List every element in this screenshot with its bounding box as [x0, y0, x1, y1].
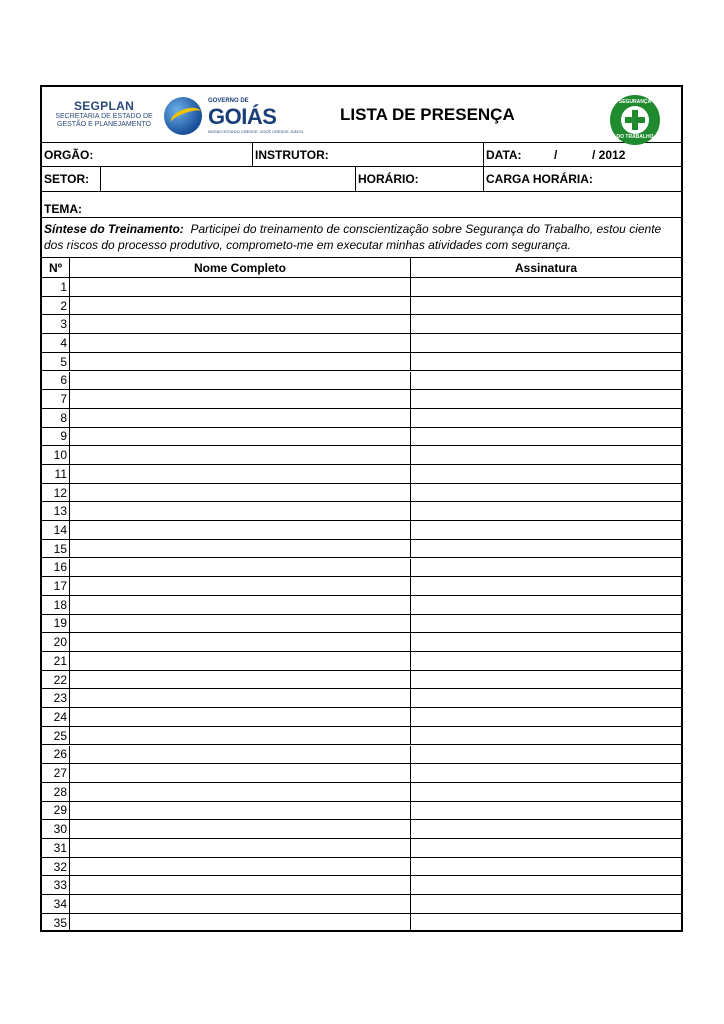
synthesis-body: Participei do treinamento de conscientização sobre Segurança do Trabalho, estou ciente dos riscos do processo produtivo, comprometo-me em executar minhas atividades com segurança. [44, 222, 662, 252]
row-number: 1 [60, 279, 67, 294]
table-row [42, 708, 681, 727]
signature-cell[interactable] [410, 484, 681, 502]
signature-cell[interactable] [410, 914, 681, 933]
name-cell[interactable] [69, 297, 410, 315]
table-row [42, 278, 681, 297]
goias-gov: GOVERNO DE [208, 98, 249, 104]
signature-cell[interactable] [410, 783, 681, 801]
table-row [42, 484, 681, 503]
table-row [42, 334, 681, 353]
table-row [42, 315, 681, 334]
name-cell[interactable] [69, 895, 410, 913]
row-number-cell [42, 615, 69, 633]
tema-label: TEMA: [44, 202, 82, 216]
seal-inner [621, 106, 649, 134]
row-number: 28 [53, 784, 67, 799]
name-cell[interactable] [69, 390, 410, 408]
signature-cell[interactable] [410, 876, 681, 894]
name-cell[interactable] [69, 446, 410, 464]
row-number-cell [42, 689, 69, 707]
row-number: 25 [53, 728, 67, 743]
table-row [42, 446, 681, 465]
row-number-cell [42, 839, 69, 857]
name-cell[interactable] [69, 839, 410, 857]
orgao-label: ORGÃO: [44, 147, 94, 162]
name-cell[interactable] [69, 671, 410, 689]
name-cell[interactable] [69, 484, 410, 502]
name-cell[interactable] [69, 502, 410, 520]
row-number-cell [42, 502, 69, 520]
name-cell[interactable] [69, 577, 410, 595]
table-row [42, 521, 681, 540]
instrutor-label: INSTRUTOR: [255, 147, 329, 162]
row-number-cell [42, 521, 69, 539]
row-number-cell [42, 390, 69, 408]
segplan-sub-1: SECRETARIA DE ESTADO DE [55, 113, 153, 120]
row-number-cell [42, 278, 69, 296]
page-title: LISTA DE PRESENÇA [340, 105, 515, 124]
signature-cell[interactable] [410, 428, 681, 446]
table-row [42, 502, 681, 521]
row-number-cell [42, 802, 69, 820]
signature-cell[interactable] [410, 671, 681, 689]
header-row [42, 87, 681, 143]
table-row [42, 540, 681, 559]
data-cell[interactable] [483, 143, 681, 166]
name-cell[interactable] [69, 372, 410, 390]
row-number-cell [42, 428, 69, 446]
name-cell[interactable] [69, 914, 410, 933]
seal-bottom-text: DO TRABALHO [616, 134, 654, 140]
row-number: 22 [53, 672, 67, 687]
setor-input[interactable] [100, 167, 355, 191]
table-row [42, 895, 681, 914]
data-year: / 2012 [592, 147, 626, 162]
data-separator: / [554, 147, 558, 162]
name-cell[interactable] [69, 652, 410, 670]
synthesis-label: Síntese do Treinamento: [44, 222, 184, 236]
table-row [42, 783, 681, 802]
name-cell[interactable] [69, 858, 410, 876]
name-cell[interactable] [69, 559, 410, 577]
row-number-cell [42, 315, 69, 333]
signature-cell[interactable] [410, 353, 681, 371]
row-number-cell [42, 708, 69, 726]
row-number-cell [42, 671, 69, 689]
signature-cell[interactable] [410, 372, 681, 390]
row-number-cell [42, 727, 69, 745]
table-row [42, 559, 681, 578]
signature-cell[interactable] [410, 839, 681, 857]
table-row [42, 764, 681, 783]
name-cell[interactable] [69, 334, 410, 352]
signature-cell[interactable] [410, 315, 681, 333]
signature-cell[interactable] [410, 559, 681, 577]
instrutor-cell[interactable] [252, 143, 483, 166]
segplan-name: SEGPLAN [73, 99, 135, 113]
name-cell[interactable] [69, 746, 410, 764]
synthesis-text [44, 221, 675, 253]
signature-cell[interactable] [410, 409, 681, 427]
name-cell[interactable] [69, 727, 410, 745]
table-row [42, 746, 681, 765]
table-row [42, 409, 681, 428]
carga-cell[interactable] [483, 167, 681, 191]
name-cell[interactable] [69, 876, 410, 894]
row-number-cell [42, 540, 69, 558]
safety-seal-icon [610, 95, 660, 145]
table-row [42, 914, 681, 933]
table-row [42, 596, 681, 615]
row-number-cell [42, 334, 69, 352]
cross-horizontal [625, 117, 645, 123]
row-number: 33 [53, 878, 67, 893]
horario-label: HORÁRIO: [358, 172, 419, 186]
orgao-cell[interactable] [42, 143, 252, 166]
row-number: 8 [60, 410, 67, 425]
row-number: 20 [53, 635, 67, 650]
row-number-cell [42, 895, 69, 913]
row-number-cell [42, 446, 69, 464]
signature-cell[interactable] [410, 577, 681, 595]
name-cell[interactable] [69, 540, 410, 558]
name-cell[interactable] [69, 708, 410, 726]
row-number-cell [42, 465, 69, 483]
row-number: 3 [60, 317, 67, 332]
signature-cell[interactable] [410, 858, 681, 876]
name-cell[interactable] [69, 315, 410, 333]
row-number-cell [42, 596, 69, 614]
row-number-cell [42, 633, 69, 651]
table-row [42, 372, 681, 391]
row-number: 24 [53, 709, 67, 724]
table-row [42, 876, 681, 895]
col-name-header [69, 258, 410, 277]
row-number-cell [42, 746, 69, 764]
table-row [42, 652, 681, 671]
row-number: 7 [60, 392, 67, 407]
row-number: 4 [60, 335, 67, 350]
setor-label: SETOR: [44, 172, 90, 186]
name-cell[interactable] [69, 820, 410, 838]
table-row [42, 858, 681, 877]
table-row [42, 465, 681, 484]
name-cell[interactable] [69, 353, 410, 371]
segplan-sub-2: GESTÃO E PLANEJAMENTO [56, 121, 151, 128]
row-number: 32 [53, 859, 67, 874]
signature-cell[interactable] [410, 764, 681, 782]
row-number-cell [42, 858, 69, 876]
row-number-cell [42, 409, 69, 427]
col-name-label: Nome Completo [193, 260, 286, 275]
synthesis-row [42, 218, 681, 258]
row-number: 12 [53, 485, 67, 500]
name-cell[interactable] [69, 596, 410, 614]
row-number: 35 [53, 916, 67, 931]
col-sign-label: Assinatura [514, 260, 578, 275]
table-row [42, 727, 681, 746]
table-row [42, 671, 681, 690]
row-number-cell [42, 820, 69, 838]
signature-cell[interactable] [410, 278, 681, 296]
row-number: 19 [53, 616, 67, 631]
signature-cell[interactable] [410, 596, 681, 614]
table-row [42, 839, 681, 858]
goias-logo [164, 95, 305, 137]
row-number: 16 [53, 560, 67, 575]
row-number-cell [42, 652, 69, 670]
signature-cell[interactable] [410, 334, 681, 352]
name-cell[interactable] [69, 633, 410, 651]
table-row [42, 428, 681, 447]
carga-label: CARGA HORÁRIA: [486, 172, 593, 186]
row-number-cell [42, 764, 69, 782]
row-number: 5 [60, 354, 67, 369]
row-number: 6 [60, 373, 67, 388]
table-row [42, 633, 681, 652]
row-number-cell [42, 353, 69, 371]
table-header [42, 258, 681, 278]
name-cell[interactable] [69, 689, 410, 707]
table-row [42, 297, 681, 316]
tema-row[interactable] [42, 192, 681, 218]
signature-cell[interactable] [410, 689, 681, 707]
row-number-cell [42, 297, 69, 315]
row-number-cell [42, 372, 69, 390]
row-number: 27 [53, 766, 67, 781]
col-sign-header [410, 258, 681, 277]
name-cell[interactable] [69, 428, 410, 446]
row-number: 23 [53, 691, 67, 706]
table-row [42, 689, 681, 708]
signature-cell[interactable] [410, 521, 681, 539]
data-label: DATA: [486, 147, 522, 162]
row-number: 29 [53, 803, 67, 818]
goias-slogan: NOSSO ESTADO CRESCE. VOCÊ CRESCE JUNTO. [208, 129, 305, 134]
row-number-cell [42, 783, 69, 801]
signature-cell[interactable] [410, 820, 681, 838]
signature-cell[interactable] [410, 540, 681, 558]
row-number: 2 [60, 298, 67, 313]
row-number: 31 [53, 840, 67, 855]
name-cell[interactable] [69, 465, 410, 483]
signature-cell[interactable] [410, 615, 681, 633]
signature-cell[interactable] [410, 446, 681, 464]
row-number: 15 [53, 541, 67, 556]
setor-row [42, 167, 681, 192]
name-cell[interactable] [69, 278, 410, 296]
row-number: 26 [53, 747, 67, 762]
signature-cell[interactable] [410, 297, 681, 315]
row-number: 21 [53, 653, 67, 668]
row-number-cell [42, 876, 69, 894]
signature-cell[interactable] [410, 746, 681, 764]
signature-cell[interactable] [410, 652, 681, 670]
row-number: 13 [53, 504, 67, 519]
table-row [42, 390, 681, 409]
name-cell[interactable] [69, 764, 410, 782]
row-number-cell [42, 559, 69, 577]
row-number: 17 [53, 579, 67, 594]
table-row [42, 577, 681, 596]
table-row [42, 615, 681, 634]
signature-cell[interactable] [410, 895, 681, 913]
col-num-header [42, 258, 69, 277]
row-number: 34 [53, 896, 67, 911]
name-cell[interactable] [69, 802, 410, 820]
row-number-cell [42, 577, 69, 595]
signature-cell[interactable] [410, 708, 681, 726]
signature-cell[interactable] [410, 390, 681, 408]
signature-cell[interactable] [410, 727, 681, 745]
segplan-logo [54, 99, 154, 129]
signature-cell[interactable] [410, 633, 681, 651]
name-cell[interactable] [69, 615, 410, 633]
horario-cell[interactable] [355, 167, 483, 191]
goias-name: GOIÁS [208, 104, 277, 129]
row-number: 9 [60, 429, 67, 444]
row-number: 30 [53, 822, 67, 837]
name-cell[interactable] [69, 783, 410, 801]
row-number: 18 [53, 597, 67, 612]
signature-cell[interactable] [410, 802, 681, 820]
row-number-cell [42, 484, 69, 502]
col-num-label: Nº [48, 260, 63, 275]
row-number-cell [42, 914, 69, 933]
name-cell[interactable] [69, 521, 410, 539]
row-number: 11 [54, 466, 67, 481]
table-row [42, 820, 681, 839]
name-cell[interactable] [69, 409, 410, 427]
table-row [42, 353, 681, 372]
orgao-row [42, 143, 681, 167]
row-number: 10 [53, 448, 67, 463]
seal-top-text: SEGURANÇA [618, 99, 652, 105]
attendance-sheet [40, 85, 683, 932]
row-number: 14 [53, 522, 67, 537]
table-row [42, 802, 681, 821]
signature-cell[interactable] [410, 465, 681, 483]
setor-cell [42, 167, 100, 191]
signature-cell[interactable] [410, 502, 681, 520]
